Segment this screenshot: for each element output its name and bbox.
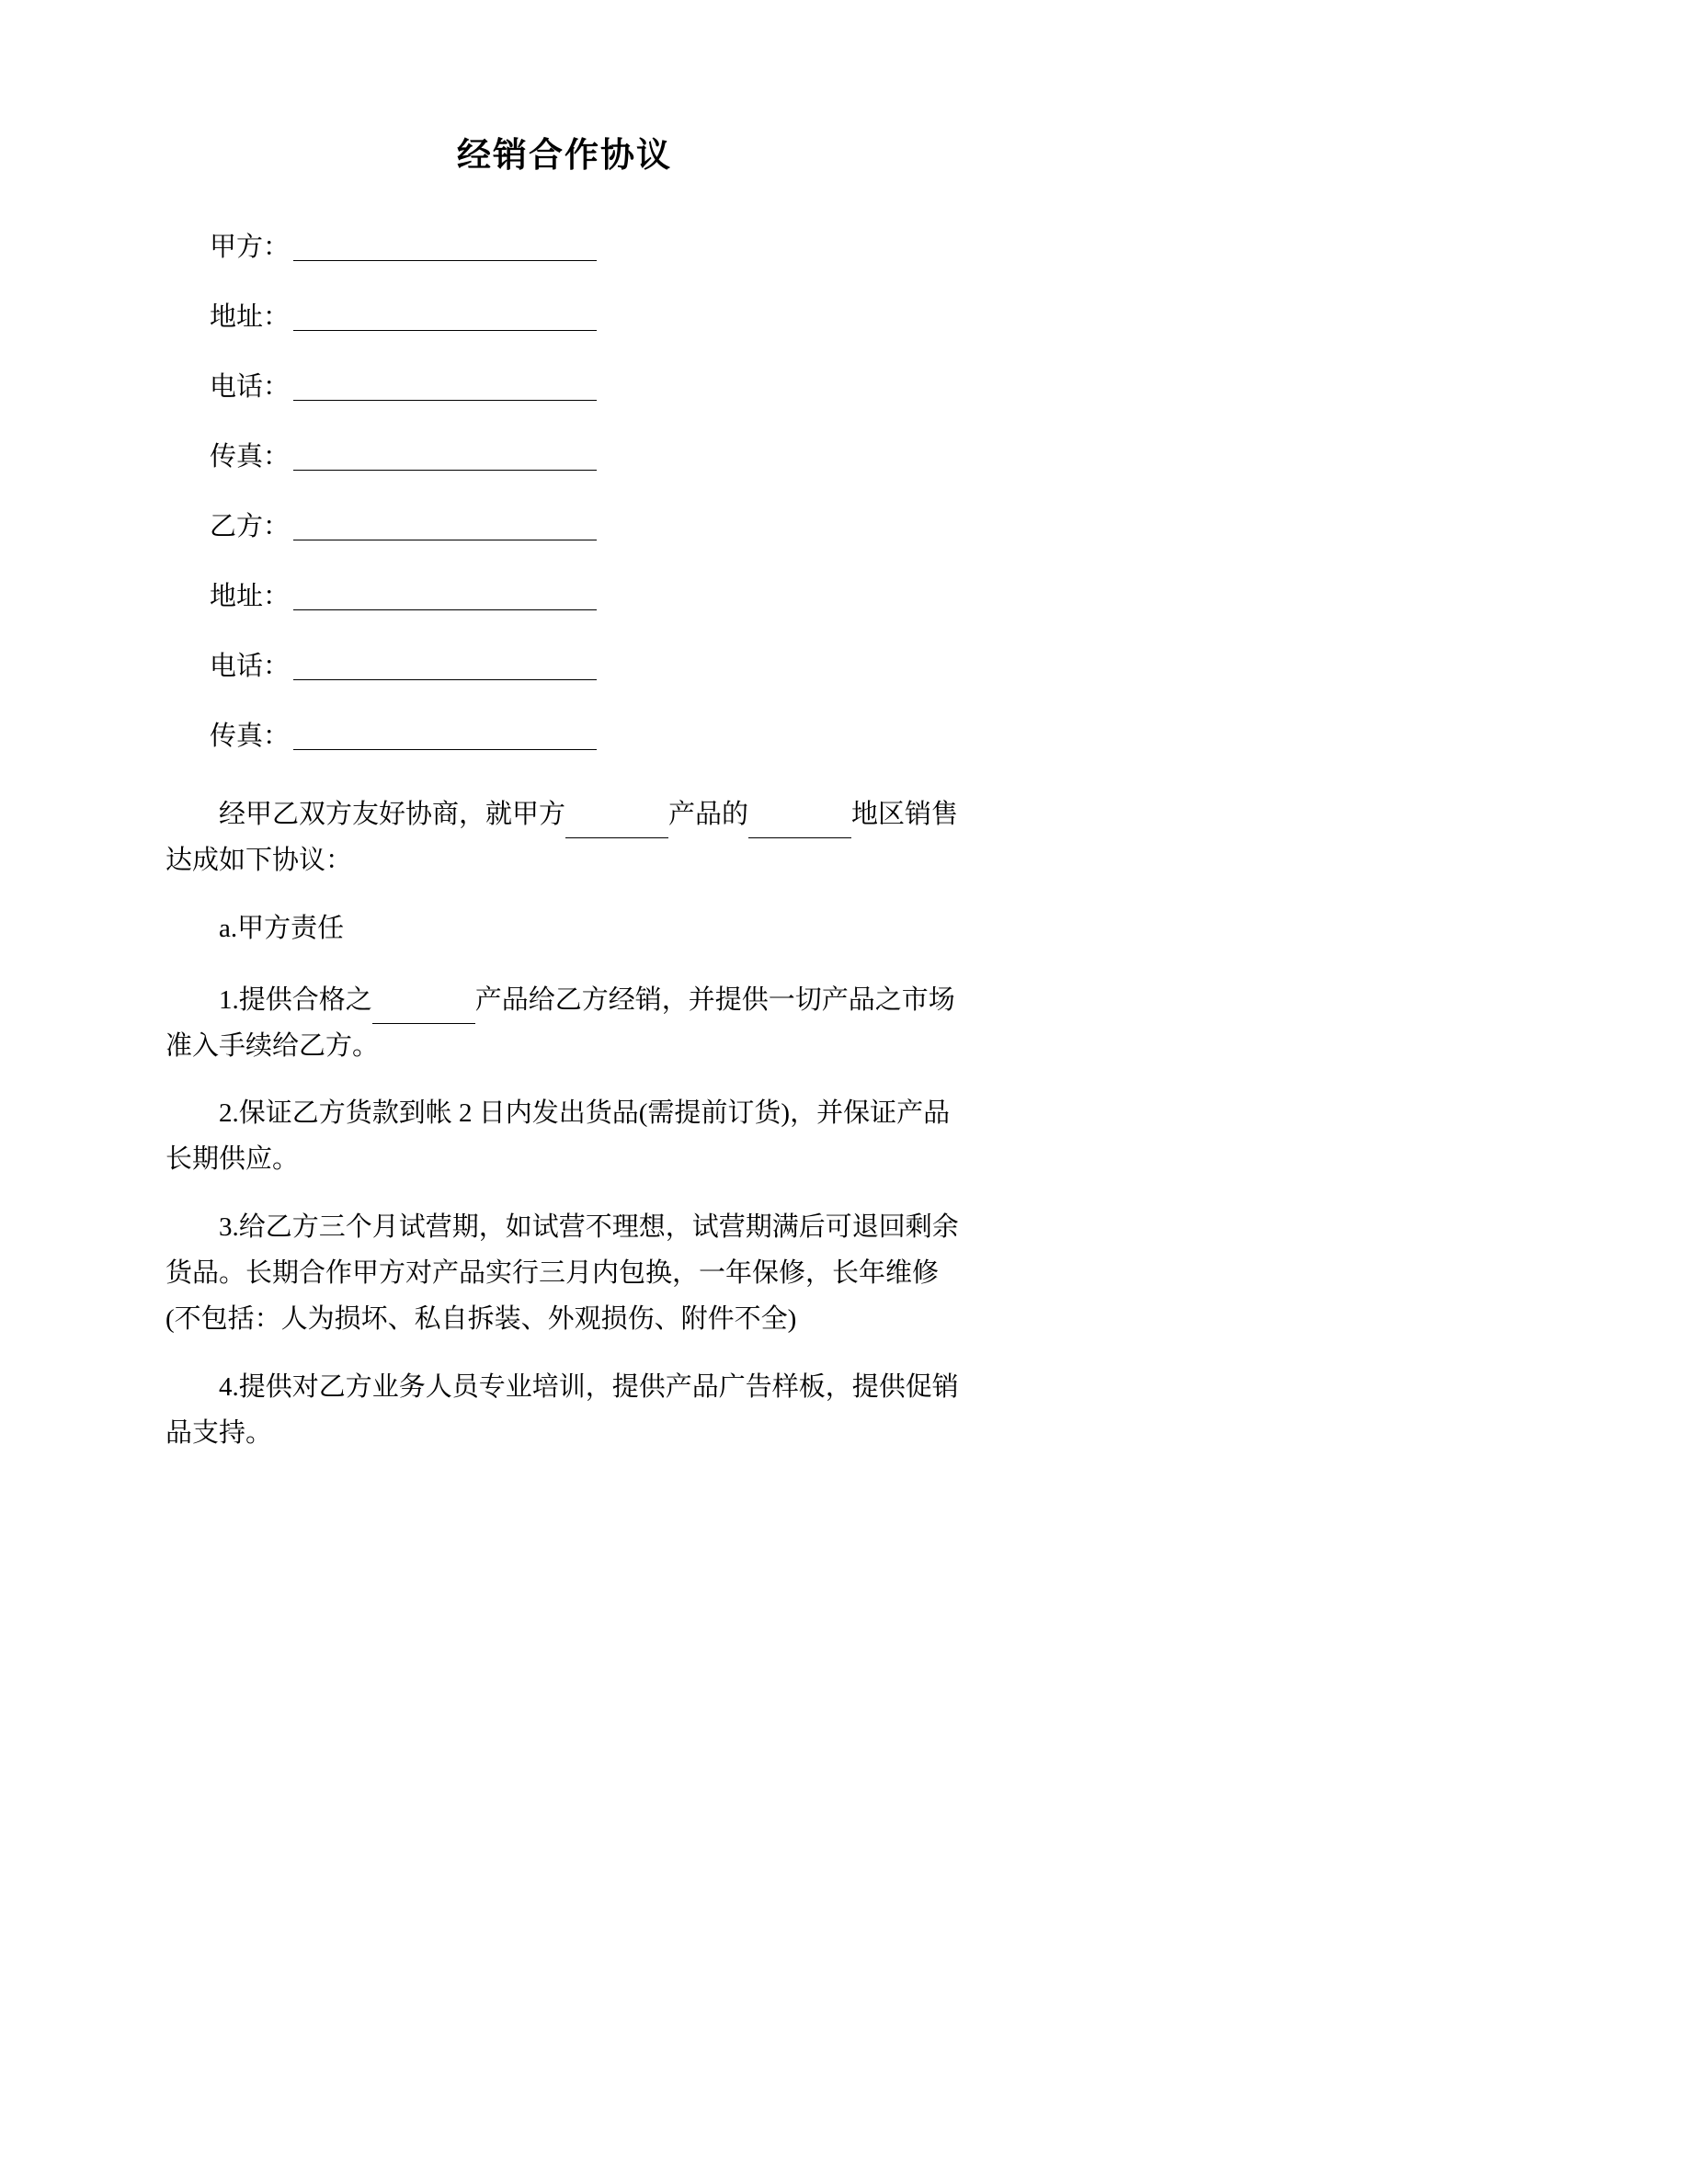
blank-line-fax-a <box>293 443 597 471</box>
blank-line-party-a <box>293 233 597 261</box>
blank-product-name <box>565 811 668 838</box>
clause-4: 4.提供对乙方业务人员专业培训，提供产品广告样板，提供促销品支持。 <box>165 1371 959 1448</box>
field-row-party-b <box>165 513 964 540</box>
clause-3: 3.给乙方三个月试营期，如试营不理想，试营期满后可退回剩余货品。长期合作甲方对产品实行三月内包换，一年保修，长年维修(不包括：人为损坏、私自拆装、外观损伤、附件不全) <box>165 1212 959 1334</box>
field-row-address-a <box>165 303 964 331</box>
field-label-phone-a: 电话： <box>210 372 291 402</box>
blank-line-address-b <box>293 583 597 610</box>
blank-line-party-b <box>293 513 597 540</box>
section-a-heading: a.甲方责任 <box>219 913 345 943</box>
intro-text-1: 经甲乙双方友好协商，就甲方 <box>219 800 566 829</box>
intro-paragraph <box>165 792 964 884</box>
field-row-phone-b <box>165 653 964 680</box>
field-label-fax-a: 传真： <box>210 442 291 472</box>
field-row-fax-b <box>165 722 964 750</box>
document-title: 经销合作协议 <box>457 137 672 175</box>
blank-line-address-a <box>293 303 597 331</box>
blank-line-phone-b <box>293 653 597 680</box>
field-label-fax-b: 传真： <box>210 722 291 751</box>
intro-text-3: 地区销售达成如下协议： <box>165 800 959 875</box>
clause-2: 2.保证乙方货款到帐 2 日内发出货品(需提前订货)，并保证产品长期供应。 <box>165 1098 951 1175</box>
field-row-party-a <box>165 233 964 261</box>
blank-line-fax-b <box>293 722 597 750</box>
field-row-fax-a <box>165 443 964 471</box>
blank-region-name <box>748 811 851 838</box>
clause-1-text-2: 产品给乙方经销，并提供一切产品之市场准入手续给乙方。 <box>165 984 955 1061</box>
intro-text-2: 产品的 <box>668 800 749 829</box>
field-label-party-b: 乙方： <box>210 512 291 541</box>
field-label-party-a: 甲方： <box>210 233 291 262</box>
field-label-address-a: 地址： <box>210 302 291 332</box>
field-label-address-b: 地址： <box>210 582 291 611</box>
field-row-address-b <box>165 583 964 610</box>
field-row-phone-a <box>165 373 964 401</box>
blank-line-phone-a <box>293 373 597 401</box>
blank-clause-1-product <box>372 996 475 1024</box>
clause-1 <box>165 978 964 1070</box>
clause-1-text-1: 1.提供合格之 <box>219 984 372 1015</box>
field-label-phone-b: 电话： <box>210 652 291 681</box>
document-content <box>165 127 964 1479</box>
